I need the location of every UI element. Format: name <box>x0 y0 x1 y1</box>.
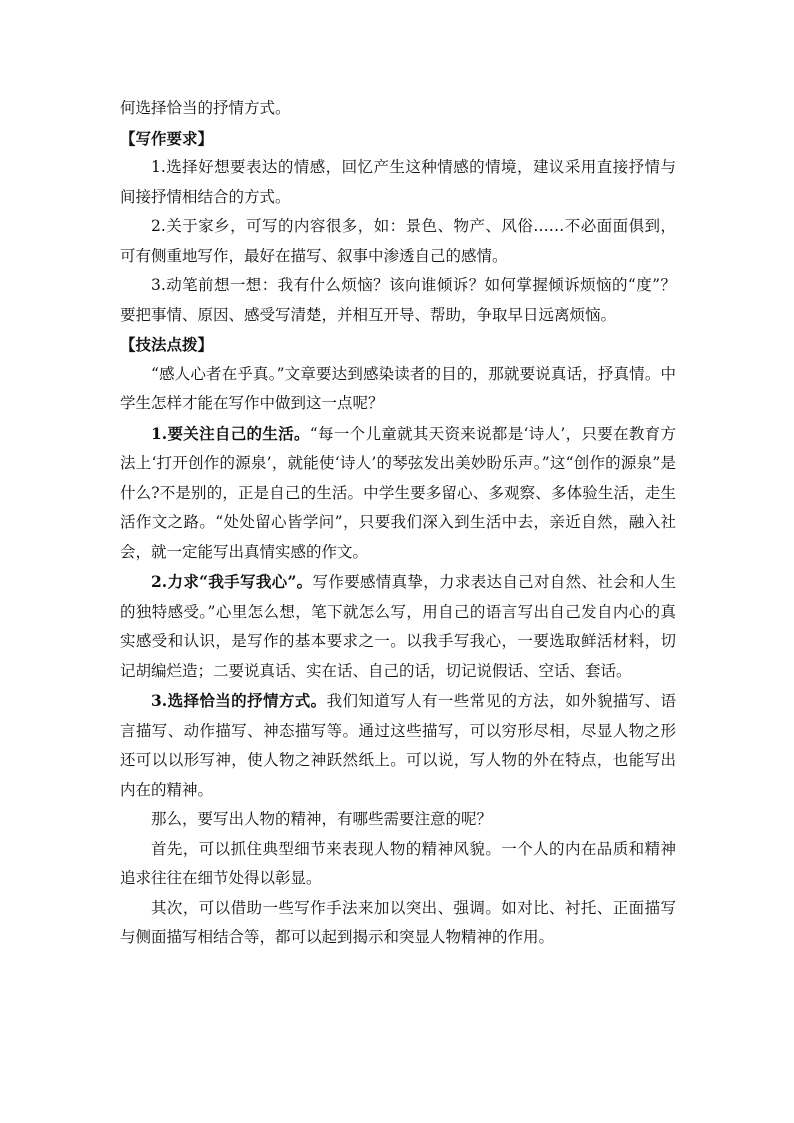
tip-2-paragraph <box>120 567 676 686</box>
tip-2-body: 写作要感情真挚，力求表达自己对自然、社会和人生的独特感受。”心里怎么想，笔下就怎么写，用自己的语言写出自己发自内心的真实感受和认识，是写作的基本要求之一。以我手写我心，一要选取鲜活材料，切记胡编烂造；二要说真话、实在话、自己的话，切记说假话、空话、套话。 <box>120 573 676 680</box>
requirement-2: 2.关于家乡，可写的内容很多，如：景色、物产、风俗……不必面面俱到，可有侧重地写作，最好在描写、叙事中渗透自己的感情。 <box>120 217 676 265</box>
tip-1-title: 1.要关注自己的生活。 <box>151 423 310 443</box>
requirement-1: 1.选择好想要表达的情感，回忆产生这种情感的情境，建议采用直接抒情与间接抒情相结合的方式。 <box>120 158 676 206</box>
second-point-paragraph: 其次，可以借助一些写作手法来加以突出、强调。如对比、衬托、正面描写与侧面描写相结合等，都可以起到揭示和突显人物精神的作用。 <box>120 898 676 946</box>
tip-3-title: 3.选择恰当的抒情方式。 <box>151 691 327 710</box>
tip-1-body: “每一个儿童就其天资来说都是‘诗人’，只要在教育方法上‘打开创作的源泉’，就能使‘诗人’的琴弦发出美妙盼乐声。”这“创作的源泉”是什么?不是别的，正是自己的生活。中学生要多留心、多观察、多体验生活，走生活作文之路。“处处留心皆学问”，只要我们深入到生活中去，亲近自然，融入社会，就一定能写出真情实感的作文。 <box>120 424 676 561</box>
continued-line: 何选择恰当的抒情方式。 <box>120 99 291 117</box>
first-point-paragraph: 首先，可以抓住典型细节来表现人物的精神风貌。一个人的内在品质和精神追求往往在细节处得以彰显。 <box>120 839 676 887</box>
tip-3-paragraph <box>120 686 676 805</box>
intro-paragraph: “感人心者在乎真。”文章要达到感染读者的目的，那就要说真话，抒真情。中学生怎样才能在写作中做到这一点呢？ <box>120 364 676 412</box>
section-heading-technique-tips: 【技法点拨】 <box>120 335 214 354</box>
requirement-3: 3.动笔前想一想：我有什么烦恼？该向谁倾诉？如何掌握倾诉烦恼的“度”？要把事情、原因、感受写清楚，并相互开导、帮助，争取早日远离烦恼。 <box>120 276 676 324</box>
tip-2-title: 2.力求“我手写我心”。 <box>151 572 313 591</box>
section-heading-writing-requirements: 【写作要求】 <box>120 128 214 148</box>
tip-1-paragraph <box>120 419 676 568</box>
document-page <box>120 94 676 953</box>
tip-3-body: 我们知道写人有一些常见的方法，如外貌描写、语言描写、动作描写、神态描写等。通过这些描写，可以穷形尽相，尽显人物之形还可以以形写神，使人物之神跃然纸上。可以说，写人物的外在特点，也能写出内在的精神。 <box>120 692 676 799</box>
question-paragraph: 那么，要写出人物的精神，有哪些需要注意的呢？ <box>151 810 493 828</box>
